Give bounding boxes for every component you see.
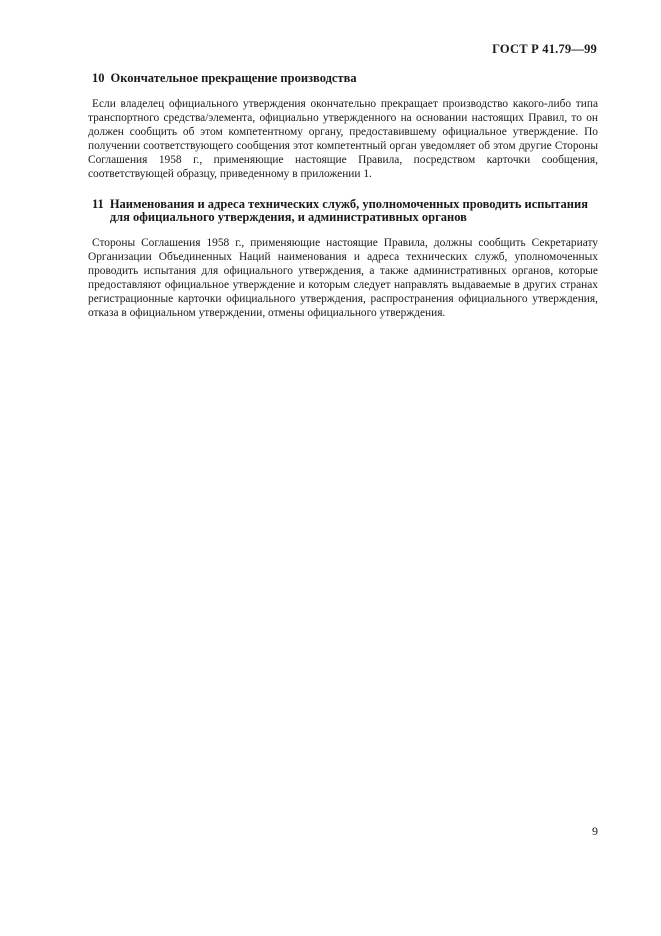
section-10: [88, 72, 598, 182]
section-11-number: 11: [92, 197, 104, 211]
document-code-header: ГОСТ Р 41.79—99: [492, 42, 597, 56]
section-10-heading: [88, 72, 598, 85]
section-11-heading: [88, 198, 598, 224]
section-11-paragraph: Стороны Соглашения 1958 г., применяющие настоящие Правила, должны сообщить Секретариату Организации Объединенных Наций наименования и адреса технических служб, уполномоченных проводить испытания для официального утверждения, а также административных органов, которые предоставляют официальное утверждение и которым следует направлять выдаваемые в других странах регистрационные карточки официального утверждения, распространения официального утверждения, отказа в официальном утверждении, отмены официального утверждения.: [88, 237, 598, 320]
section-10-number: 10: [92, 71, 105, 85]
section-11: [88, 198, 598, 321]
page-number: 9: [592, 824, 598, 838]
section-10-paragraph: Если владелец официального утверждения окончательно прекращает производство какого-либо типа транспортного средства/элемента, официально утвержденного на основании настоящих Правил, то он должен сообщить об этом компетентному органу, предоставившему официальное утверждение. По получении соответствующего сообщения этот компетентный орган уведомляет об этом другие Стороны Соглашения 1958 г., применяющие настоящие Правила, посредством карточки сообщения, соответствующей образцу, приведенному в приложении 1.: [88, 98, 598, 181]
section-11-title: Наименования и адреса технических служб, уполномоченных проводить испытания для официального утверждения, и административных органов: [109, 197, 588, 224]
section-10-title: Окончательное прекращение производства: [110, 71, 357, 85]
